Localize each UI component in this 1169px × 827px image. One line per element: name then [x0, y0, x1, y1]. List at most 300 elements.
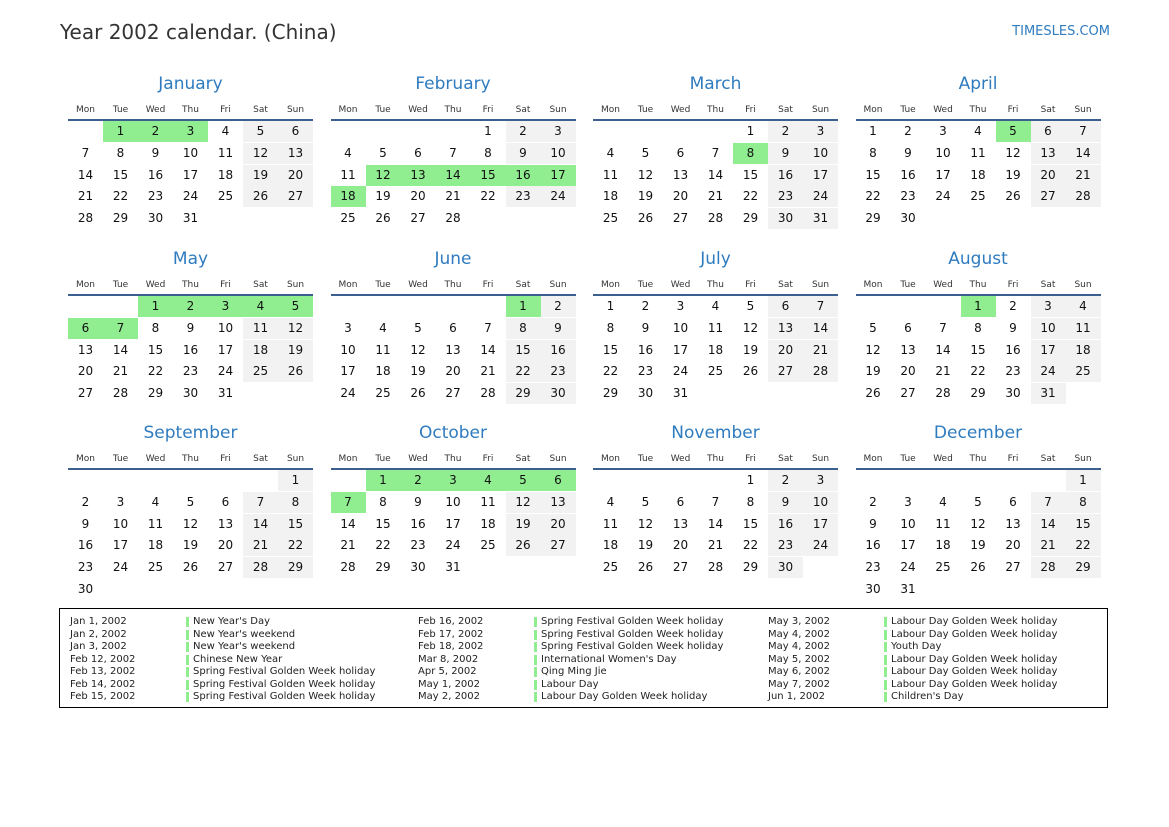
day-cell[interactable]: 14 [803, 318, 838, 339]
day-cell[interactable]: 13 [672, 167, 689, 182]
day-cell[interactable]: 24 [900, 560, 916, 575]
day-cell[interactable]: 31 [445, 560, 461, 575]
day-cell[interactable]: 1 [961, 296, 996, 317]
day-cell[interactable]: 25 [970, 189, 986, 204]
day-cell[interactable]: 19 [1005, 167, 1021, 182]
day-cell[interactable]: 6 [541, 470, 576, 491]
day-cell[interactable]: 25 [1066, 361, 1101, 382]
day-cell[interactable]: 21 [935, 364, 951, 379]
day-cell[interactable]: 19 [278, 340, 313, 361]
day-cell[interactable]: 27 [900, 386, 916, 401]
day-cell[interactable]: 27 [278, 186, 313, 207]
day-cell[interactable]: 10 [340, 342, 356, 357]
day-cell[interactable]: 13 [768, 318, 803, 339]
day-cell[interactable]: 7 [331, 492, 366, 513]
day-cell[interactable]: 26 [182, 560, 199, 575]
day-cell[interactable]: 26 [1005, 189, 1021, 204]
day-cell[interactable]: 27 [768, 361, 803, 382]
day-cell[interactable]: 29 [375, 560, 391, 575]
day-cell[interactable]: 20 [1005, 538, 1021, 553]
day-cell[interactable]: 3 [208, 296, 243, 317]
day-cell[interactable]: 7 [711, 494, 720, 509]
day-cell[interactable]: 2 [173, 296, 208, 317]
day-cell[interactable]: 30 [637, 386, 654, 401]
day-cell[interactable]: 13 [445, 342, 461, 357]
day-cell[interactable]: 7 [484, 320, 492, 335]
day-cell[interactable]: 6 [414, 145, 422, 160]
day-cell[interactable]: 17 [900, 538, 916, 553]
day-cell[interactable]: 18 [243, 340, 278, 361]
day-cell[interactable]: 9 [1009, 320, 1017, 335]
day-cell[interactable]: 6 [904, 320, 912, 335]
day-cell[interactable]: 30 [1005, 386, 1021, 401]
day-cell[interactable]: 17 [935, 167, 951, 182]
day-cell[interactable]: 28 [243, 557, 278, 578]
day-cell[interactable]: 16 [768, 514, 803, 535]
day-cell[interactable]: 5 [996, 121, 1031, 142]
day-cell[interactable]: 28 [707, 560, 724, 575]
day-cell[interactable]: 20 [541, 514, 576, 535]
day-cell[interactable]: 5 [414, 320, 422, 335]
day-cell[interactable]: 30 [541, 383, 576, 404]
day-cell[interactable]: 13 [900, 342, 916, 357]
day-cell[interactable]: 15 [147, 342, 164, 357]
day-cell[interactable]: 6 [676, 145, 685, 160]
day-cell[interactable]: 16 [182, 342, 199, 357]
day-cell[interactable]: 9 [151, 145, 160, 160]
day-cell[interactable]: 6 [1009, 494, 1017, 509]
day-cell[interactable]: 12 [742, 320, 759, 335]
day-cell[interactable]: 18 [147, 538, 164, 553]
day-cell[interactable]: 30 [768, 557, 803, 578]
day-cell[interactable]: 20 [445, 364, 461, 379]
day-cell[interactable]: 14 [707, 516, 724, 531]
day-cell[interactable]: 3 [436, 470, 471, 491]
day-cell[interactable]: 2 [869, 494, 877, 509]
day-cell[interactable]: 24 [541, 186, 576, 207]
day-cell[interactable]: 7 [449, 145, 457, 160]
day-cell[interactable]: 13 [1005, 516, 1021, 531]
day-cell[interactable]: 22 [602, 364, 619, 379]
day-cell[interactable]: 8 [379, 494, 387, 509]
day-cell[interactable]: 13 [672, 516, 689, 531]
day-cell[interactable]: 11 [602, 167, 619, 182]
day-cell[interactable]: 18 [970, 167, 986, 182]
day-cell[interactable]: 10 [935, 145, 951, 160]
day-cell[interactable]: 12 [637, 516, 654, 531]
day-cell[interactable]: 28 [1031, 557, 1066, 578]
day-cell[interactable]: 4 [939, 494, 947, 509]
day-cell[interactable]: 16 [1005, 342, 1021, 357]
day-cell[interactable]: 21 [803, 340, 838, 361]
day-cell[interactable]: 5 [379, 145, 387, 160]
day-cell[interactable]: 22 [865, 189, 881, 204]
day-cell[interactable]: 27 [672, 560, 689, 575]
day-cell[interactable]: 8 [116, 145, 125, 160]
day-cell[interactable]: 2 [768, 470, 803, 491]
day-cell[interactable]: 17 [1031, 340, 1066, 361]
day-cell[interactable]: 2 [541, 296, 576, 317]
day-cell[interactable]: 10 [445, 494, 461, 509]
day-cell[interactable]: 18 [935, 538, 951, 553]
day-cell[interactable]: 23 [768, 186, 803, 207]
day-cell[interactable]: 20 [410, 189, 426, 204]
day-cell[interactable]: 15 [742, 516, 759, 531]
day-cell[interactable]: 21 [480, 364, 496, 379]
day-cell[interactable]: 4 [1066, 296, 1101, 317]
day-cell[interactable]: 10 [803, 143, 838, 164]
day-cell[interactable]: 24 [803, 535, 838, 556]
day-cell[interactable]: 12 [410, 342, 426, 357]
day-cell[interactable]: 17 [112, 538, 129, 553]
day-cell[interactable]: 10 [182, 145, 199, 160]
day-cell[interactable]: 3 [173, 121, 208, 142]
day-cell[interactable]: 24 [445, 538, 461, 553]
day-cell[interactable]: 22 [147, 364, 164, 379]
day-cell[interactable]: 16 [541, 340, 576, 361]
day-cell[interactable]: 27 [1005, 560, 1021, 575]
day-cell[interactable]: 16 [506, 165, 541, 186]
day-cell[interactable]: 6 [221, 494, 230, 509]
day-cell[interactable]: 12 [506, 492, 541, 513]
day-cell[interactable]: 31 [803, 208, 838, 229]
day-cell[interactable]: 20 [217, 538, 234, 553]
day-cell[interactable]: 2 [138, 121, 173, 142]
day-cell[interactable]: 6 [449, 320, 457, 335]
day-cell[interactable]: 8 [506, 318, 541, 339]
day-cell[interactable]: 15 [865, 167, 881, 182]
day-cell[interactable]: 29 [147, 386, 164, 401]
day-cell[interactable]: 21 [112, 364, 129, 379]
day-cell[interactable]: 24 [1031, 361, 1066, 382]
day-cell[interactable]: 16 [147, 167, 164, 182]
day-cell[interactable]: 12 [1005, 145, 1021, 160]
day-cell[interactable]: 23 [147, 189, 164, 204]
day-cell[interactable]: 31 [217, 386, 234, 401]
day-cell[interactable]: 25 [707, 364, 724, 379]
day-cell[interactable]: 16 [410, 516, 426, 531]
day-cell[interactable]: 25 [602, 560, 619, 575]
day-cell[interactable]: 3 [803, 470, 838, 491]
day-cell[interactable]: 18 [480, 516, 496, 531]
day-cell[interactable]: 23 [541, 361, 576, 382]
day-cell[interactable]: 30 [147, 211, 164, 226]
day-cell[interactable]: 18 [1066, 340, 1101, 361]
day-cell[interactable]: 15 [970, 342, 986, 357]
day-cell[interactable]: 26 [243, 186, 278, 207]
day-cell[interactable]: 13 [1031, 143, 1066, 164]
day-cell[interactable]: 2 [81, 494, 90, 509]
day-cell[interactable]: 22 [1066, 535, 1101, 556]
day-cell[interactable]: 5 [506, 470, 541, 491]
day-cell[interactable]: 1 [484, 124, 492, 138]
day-cell[interactable]: 22 [278, 535, 313, 556]
day-cell[interactable]: 9 [641, 320, 650, 335]
day-cell[interactable]: 16 [637, 342, 654, 357]
day-cell[interactable]: 24 [803, 186, 838, 207]
day-cell[interactable]: 6 [676, 494, 685, 509]
day-cell[interactable]: 12 [970, 516, 986, 531]
day-cell[interactable]: 13 [217, 516, 234, 531]
day-cell[interactable]: 14 [340, 516, 356, 531]
day-cell[interactable]: 25 [217, 189, 234, 204]
day-cell[interactable]: 8 [484, 145, 492, 160]
day-cell[interactable]: 21 [243, 535, 278, 556]
day-cell[interactable]: 30 [182, 386, 199, 401]
day-cell[interactable]: 22 [970, 364, 986, 379]
day-cell[interactable]: 11 [480, 494, 496, 509]
day-cell[interactable]: 29 [970, 386, 986, 401]
day-cell[interactable]: 27 [541, 535, 576, 556]
day-cell[interactable]: 25 [935, 560, 951, 575]
day-cell[interactable]: 13 [401, 165, 436, 186]
day-cell[interactable]: 15 [742, 167, 759, 182]
day-cell[interactable]: 1 [746, 124, 755, 138]
day-cell[interactable]: 3 [904, 494, 912, 509]
day-cell[interactable]: 8 [1066, 492, 1101, 513]
day-cell[interactable]: 29 [742, 211, 759, 226]
day-cell[interactable]: 5 [641, 494, 650, 509]
day-cell[interactable]: 11 [217, 145, 234, 160]
day-cell[interactable]: 6 [68, 318, 103, 339]
day-cell[interactable]: 13 [77, 342, 94, 357]
day-cell[interactable]: 31 [900, 582, 916, 596]
day-cell[interactable]: 23 [768, 535, 803, 556]
day-cell[interactable]: 27 [1031, 186, 1066, 207]
day-cell[interactable]: 29 [1066, 557, 1101, 578]
day-cell[interactable]: 8 [746, 494, 755, 509]
day-cell[interactable]: 30 [768, 208, 803, 229]
day-cell[interactable]: 27 [217, 560, 234, 575]
day-cell[interactable]: 1 [103, 121, 138, 142]
day-cell[interactable]: 17 [672, 342, 689, 357]
day-cell[interactable]: 28 [935, 386, 951, 401]
day-cell[interactable]: 24 [672, 364, 689, 379]
day-cell[interactable]: 17 [803, 514, 838, 535]
day-cell[interactable]: 15 [375, 516, 391, 531]
day-cell[interactable]: 18 [375, 364, 391, 379]
day-cell[interactable]: 15 [112, 167, 129, 182]
day-cell[interactable]: 11 [375, 342, 391, 357]
day-cell[interactable]: 20 [278, 165, 313, 186]
day-cell[interactable]: 28 [112, 386, 129, 401]
day-cell[interactable]: 24 [182, 189, 199, 204]
day-cell[interactable]: 7 [81, 145, 90, 160]
day-cell[interactable]: 7 [803, 296, 838, 317]
day-cell[interactable]: 16 [865, 538, 881, 553]
day-cell[interactable]: 20 [1031, 165, 1066, 186]
day-cell[interactable]: 10 [541, 143, 576, 164]
day-cell[interactable]: 4 [974, 124, 982, 138]
day-cell[interactable]: 22 [742, 538, 759, 553]
day-cell[interactable]: 16 [768, 165, 803, 186]
day-cell[interactable]: 23 [865, 560, 881, 575]
day-cell[interactable]: 2 [641, 299, 650, 313]
day-cell[interactable]: 18 [602, 538, 619, 553]
day-cell[interactable]: 29 [602, 386, 619, 401]
day-cell[interactable]: 18 [707, 342, 724, 357]
day-cell[interactable]: 8 [278, 492, 313, 513]
day-cell[interactable]: 19 [182, 538, 199, 553]
day-cell[interactable]: 4 [471, 470, 506, 491]
day-cell[interactable]: 2 [1009, 299, 1017, 313]
day-cell[interactable]: 1 [278, 470, 313, 491]
day-cell[interactable]: 22 [480, 189, 496, 204]
day-cell[interactable]: 1 [869, 124, 877, 138]
day-cell[interactable]: 15 [602, 342, 619, 357]
day-cell[interactable]: 17 [445, 516, 461, 531]
day-cell[interactable]: 1 [746, 473, 755, 487]
day-cell[interactable]: 15 [1066, 514, 1101, 535]
day-cell[interactable]: 13 [541, 492, 576, 513]
day-cell[interactable]: 19 [637, 189, 654, 204]
day-cell[interactable]: 19 [742, 342, 759, 357]
day-cell[interactable]: 15 [278, 514, 313, 535]
day-cell[interactable]: 23 [1005, 364, 1021, 379]
day-cell[interactable]: 16 [900, 167, 916, 182]
day-cell[interactable]: 8 [869, 145, 877, 160]
day-cell[interactable]: 3 [939, 124, 947, 138]
day-cell[interactable]: 26 [742, 364, 759, 379]
day-cell[interactable]: 25 [602, 211, 619, 226]
day-cell[interactable]: 20 [900, 364, 916, 379]
day-cell[interactable]: 26 [506, 535, 541, 556]
day-cell[interactable]: 27 [410, 211, 426, 226]
day-cell[interactable]: 6 [1031, 121, 1066, 142]
day-cell[interactable]: 8 [733, 143, 768, 164]
day-cell[interactable]: 17 [217, 342, 234, 357]
day-cell[interactable]: 11 [243, 318, 278, 339]
day-cell[interactable]: 28 [480, 386, 496, 401]
day-cell[interactable]: 14 [1066, 143, 1101, 164]
day-cell[interactable]: 23 [77, 560, 94, 575]
day-cell[interactable]: 2 [401, 470, 436, 491]
day-cell[interactable]: 8 [974, 320, 982, 335]
day-cell[interactable]: 6 [278, 121, 313, 142]
day-cell[interactable]: 1 [606, 299, 615, 313]
day-cell[interactable]: 26 [637, 560, 654, 575]
day-cell[interactable]: 29 [278, 557, 313, 578]
day-cell[interactable]: 25 [243, 361, 278, 382]
day-cell[interactable]: 11 [970, 145, 986, 160]
day-cell[interactable]: 19 [865, 364, 881, 379]
day-cell[interactable]: 30 [865, 582, 881, 596]
day-cell[interactable]: 5 [869, 320, 877, 335]
day-cell[interactable]: 12 [243, 143, 278, 164]
day-cell[interactable]: 3 [1031, 296, 1066, 317]
day-cell[interactable]: 22 [375, 538, 391, 553]
day-cell[interactable]: 4 [243, 296, 278, 317]
day-cell[interactable]: 28 [803, 361, 838, 382]
day-cell[interactable]: 28 [1066, 186, 1101, 207]
day-cell[interactable]: 15 [506, 340, 541, 361]
day-cell[interactable]: 21 [77, 189, 94, 204]
day-cell[interactable]: 23 [637, 364, 654, 379]
day-cell[interactable]: 12 [278, 318, 313, 339]
day-cell[interactable]: 11 [1066, 318, 1101, 339]
day-cell[interactable]: 20 [77, 364, 94, 379]
day-cell[interactable]: 26 [410, 386, 426, 401]
day-cell[interactable]: 29 [506, 383, 541, 404]
day-cell[interactable]: 5 [186, 494, 195, 509]
day-cell[interactable]: 7 [1066, 121, 1101, 142]
day-cell[interactable]: 22 [112, 189, 129, 204]
day-cell[interactable]: 29 [112, 211, 129, 226]
day-cell[interactable]: 6 [768, 296, 803, 317]
day-cell[interactable]: 31 [182, 211, 199, 226]
day-cell[interactable]: 14 [480, 342, 496, 357]
day-cell[interactable]: 8 [606, 320, 615, 335]
day-cell[interactable]: 25 [340, 211, 356, 226]
day-cell[interactable]: 10 [112, 516, 129, 531]
day-cell[interactable]: 4 [151, 494, 160, 509]
day-cell[interactable]: 26 [970, 560, 986, 575]
day-cell[interactable]: 24 [935, 189, 951, 204]
day-cell[interactable]: 2 [768, 121, 803, 142]
day-cell[interactable]: 29 [742, 560, 759, 575]
day-cell[interactable]: 26 [865, 386, 881, 401]
day-cell[interactable]: 7 [1031, 492, 1066, 513]
day-cell[interactable]: 1 [138, 296, 173, 317]
day-cell[interactable]: 19 [410, 364, 426, 379]
day-cell[interactable]: 28 [445, 211, 461, 226]
day-cell[interactable]: 4 [711, 299, 720, 313]
day-cell[interactable]: 19 [637, 538, 654, 553]
day-cell[interactable]: 21 [1031, 535, 1066, 556]
day-cell[interactable]: 7 [939, 320, 947, 335]
day-cell[interactable]: 23 [182, 364, 199, 379]
day-cell[interactable]: 24 [340, 386, 356, 401]
day-cell[interactable]: 31 [672, 386, 689, 401]
day-cell[interactable]: 4 [606, 494, 615, 509]
day-cell[interactable]: 26 [278, 361, 313, 382]
day-cell[interactable]: 26 [375, 211, 391, 226]
day-cell[interactable]: 14 [935, 342, 951, 357]
day-cell[interactable]: 10 [672, 320, 689, 335]
day-cell[interactable]: 17 [340, 364, 356, 379]
day-cell[interactable]: 3 [116, 494, 125, 509]
day-cell[interactable]: 2 [506, 121, 541, 142]
day-cell[interactable]: 10 [803, 492, 838, 513]
day-cell[interactable]: 22 [506, 361, 541, 382]
day-cell[interactable]: 19 [375, 189, 391, 204]
day-cell[interactable]: 27 [445, 386, 461, 401]
day-cell[interactable]: 10 [900, 516, 916, 531]
day-cell[interactable]: 3 [541, 121, 576, 142]
day-cell[interactable]: 4 [379, 320, 387, 335]
day-cell[interactable]: 21 [445, 189, 461, 204]
day-cell[interactable]: 1 [506, 296, 541, 317]
day-cell[interactable]: 11 [602, 516, 619, 531]
day-cell[interactable]: 17 [803, 165, 838, 186]
day-cell[interactable]: 27 [77, 386, 94, 401]
day-cell[interactable]: 9 [541, 318, 576, 339]
day-cell[interactable]: 17 [182, 167, 199, 182]
day-cell[interactable]: 9 [414, 494, 422, 509]
day-cell[interactable]: 3 [344, 320, 352, 335]
day-cell[interactable]: 5 [746, 299, 755, 313]
day-cell[interactable]: 11 [935, 516, 951, 531]
day-cell[interactable]: 20 [768, 340, 803, 361]
day-cell[interactable]: 23 [900, 189, 916, 204]
day-cell[interactable]: 12 [637, 167, 654, 182]
day-cell[interactable]: 30 [900, 211, 916, 226]
day-cell[interactable]: 5 [243, 121, 278, 142]
day-cell[interactable]: 10 [217, 320, 234, 335]
day-cell[interactable]: 14 [436, 165, 471, 186]
day-cell[interactable]: 9 [81, 516, 90, 531]
day-cell[interactable]: 9 [506, 143, 541, 164]
